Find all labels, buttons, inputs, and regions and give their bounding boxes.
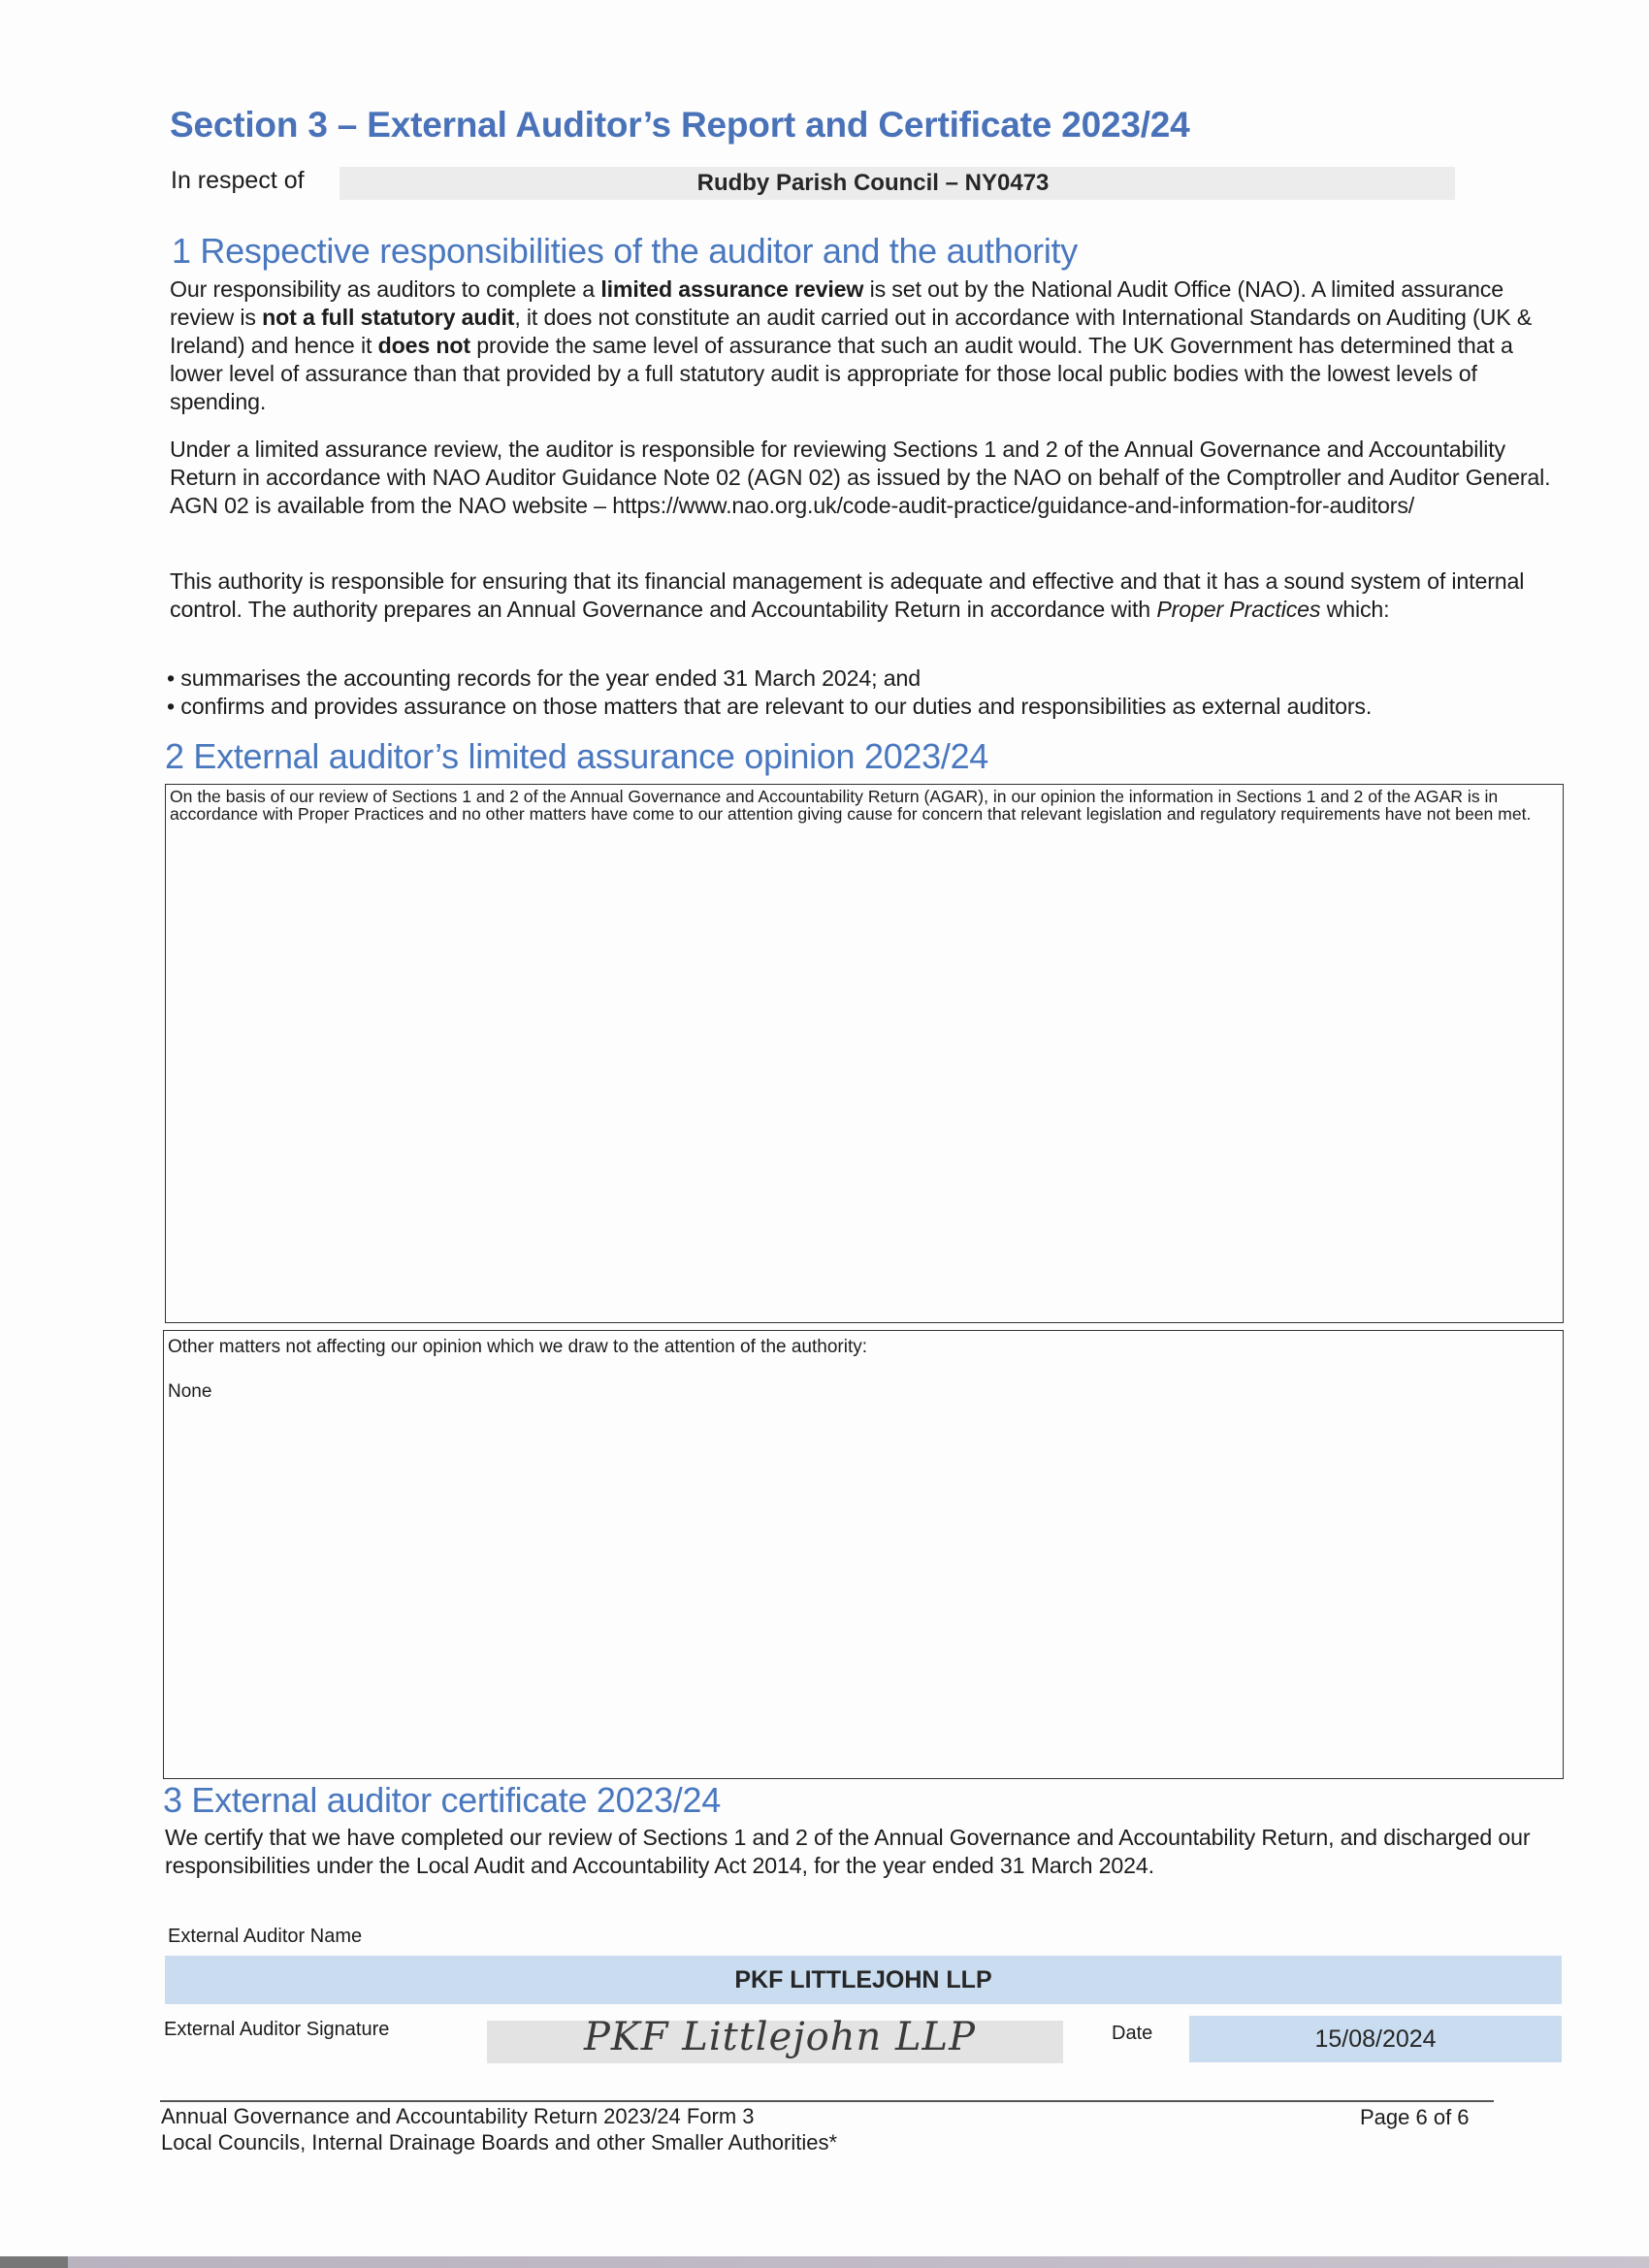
date-label: Date: [1112, 2023, 1153, 2044]
section3-heading: 3 External auditor certificate 2023/24: [163, 1780, 721, 1820]
footer-line-1: Annual Governance and Accountability Return 2023/24 Form 3: [161, 2104, 755, 2128]
p3-text-a: This authority is responsible for ensuring that its financial management is adequate and effective and that it has a sound system of internal control. The authority prepares an Annual Governance and Accountability Return in accordance with: [170, 568, 1525, 622]
auditor-name-label: External Auditor Name: [168, 1926, 363, 1947]
p1-text-e: , it does not constitute an audit carried out in accordance with International Standards on Auditing (UK & Ireland) and hence it: [170, 305, 1533, 358]
auditor-signature-field: [487, 2015, 1063, 2063]
page-number: Page 6 of 6: [1360, 2105, 1470, 2129]
p3-text-c: which:: [1320, 597, 1390, 622]
date-field: 15/08/2024: [1189, 2016, 1562, 2062]
section1-paragraph-1: [170, 275, 1567, 416]
section1-heading: 1 Respective responsibilities of the auditor and the authority: [172, 231, 1078, 271]
section1-bullet-list: [167, 664, 1583, 721]
handwritten-signature: PKF Littlejohn LLP: [584, 2015, 976, 2059]
page-title: Section 3 – External Auditor’s Report and Certificate 2023/24: [170, 105, 1190, 145]
scan-edge: [0, 2256, 1649, 2268]
p1-bold-does-not: does not: [377, 333, 470, 358]
p3-italic-proper-practices: Proper Practices: [1156, 597, 1321, 622]
other-matters-label: Other matters not affecting our opinion which we draw to the attention of the authority:: [168, 1337, 868, 1357]
bullet-item: • summarises the accounting records for the year ended 31 March 2024; and: [167, 665, 921, 691]
other-matters-box: [163, 1330, 1564, 1779]
bullet-item: • confirms and provides assurance on those matters that are relevant to our duties and responsibilities as external auditors.: [167, 694, 1373, 719]
opinion-box: [165, 784, 1564, 1323]
authority-name-value: Rudby Parish Council – NY0473: [696, 170, 1050, 196]
other-matters-value: None: [168, 1381, 212, 1402]
section2-heading: 2 External auditor’s limited assurance opinion 2023/24: [165, 736, 989, 776]
footer-divider: [160, 2100, 1494, 2102]
bullet-text: confirms and provides assurance on those matters that are relevant to our duties and responsibilities as external auditors.: [180, 694, 1373, 719]
auditor-signature-label: External Auditor Signature: [164, 2019, 390, 2040]
p1-text-g: provide the same level of assurance that such an audit would. The UK Government has determined that a lower level of assurance than that provided by a full statutory audit is appropriate for those local public bodies with the lowest levels of spending.: [170, 333, 1513, 414]
in-respect-of-label: In respect of: [171, 167, 305, 194]
p1-text-a: Our responsibility as auditors to complete a: [170, 276, 601, 302]
bullet-text: summarises the accounting records for the year ended 31 March 2024; and: [180, 665, 921, 691]
footer-form-title: [161, 2103, 837, 2155]
authority-name-field: [340, 167, 1455, 200]
auditor-name-field: PKF LITTLEJOHN LLP: [165, 1956, 1562, 2004]
opinion-text: On the basis of our review of Sections 1 and 2 of the Annual Governance and Accountability Return (AGAR), in our opinion the information in Sections 1 and 2 of the AGAR is in accordance with Proper Practices and no other matters have come to our attention giving cause for concern that relevant legislation and regulatory requirements have not been met.: [170, 787, 1532, 824]
section1-paragraph-2: Under a limited assurance review, the auditor is responsible for reviewing Sections 1 and 2 of the Annual Governance and Accountability Return in accordance with NAO Auditor Guidance Note 02 (AGN 02) as issued by the NAO on behalf of the Comptroller and Auditor General. AGN 02 is available from the NAO website – https://www.nao.org.uk/code-audit-practice/guidance-and-information-for-auditors/: [170, 437, 1551, 518]
certificate-text: We certify that we have completed our review of Sections 1 and 2 of the Annual Governance and Accountability Return, and discharged our responsibilities under the Local Audit and Accountability Act 2014, for the year ended 31 March 2024.: [165, 1825, 1531, 1878]
p1-bold-limited-assurance-review: limited assurance review: [600, 276, 864, 302]
p1-bold-not-full-audit: not a full statutory audit: [262, 305, 515, 330]
p1-text-c: is set out by the National Audit Office (NAO). A limited assurance review is: [170, 276, 1504, 330]
section1-paragraph-3: [170, 567, 1567, 624]
footer-line-2: Local Councils, Internal Drainage Boards and other Smaller Authorities*: [161, 2130, 838, 2155]
